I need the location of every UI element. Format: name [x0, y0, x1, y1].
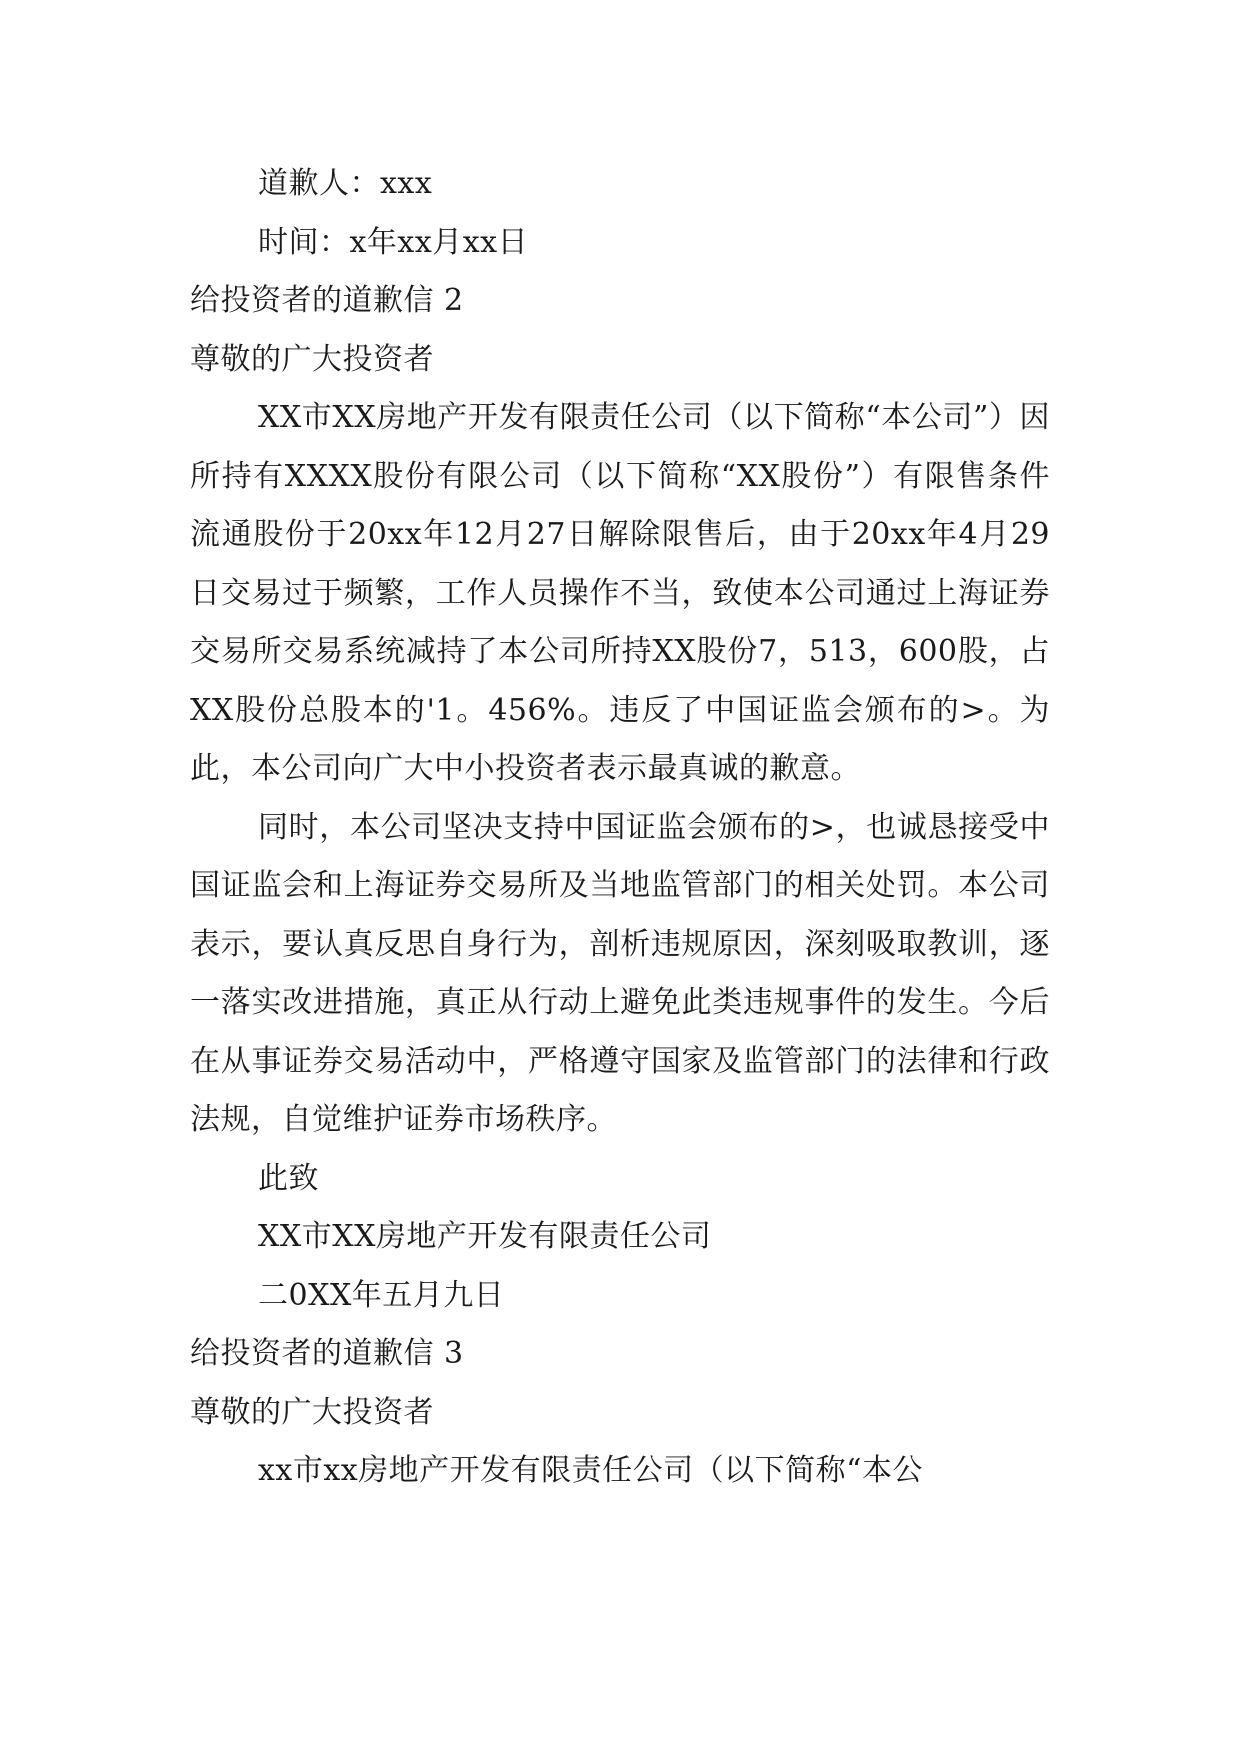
letter2-closing: 此致 [258, 1160, 319, 1196]
letter2-paragraph-1: XX市XX房地产开发有限责任公司（以下简称“本公司”）因所持有XXXX股份有限公司（以下简称“XX股份”）有限售条件流通股份于20xx年12月27日解除限售后，由于20xx年4月29日交易过于频繁，工作人员操作不当，致使本公司通过上海证券交易所交易系统减持了本公司所持XX股份7，513，600股，占XX股份总股本的'1。456%。违反了中国证监会颁布的>。为此，本公司向广大中小投资者表示最真诚的歉意。 [190, 400, 1050, 786]
date-line: 时间：x年xx月xx日 [258, 224, 529, 260]
letter3-first-line: xx市xx房地产开发有限责任公司（以下简称“本公 [258, 1453, 924, 1488]
letter2-paragraph-2: 同时，本公司坚决支持中国证监会颁布的>，也诚恳接受中国证监会和上海证券交易所及当地监管部门的相关处罚。本公司表示，要认真反思自身行为，剖析违规原因，深刻吸取教训，逐一落实改进措施，真正从行动上避免此类违规事件的发生。今后在从事证券交易活动中，严格遵守国家及监管部门的法律和行政法规，自觉维护证券市场秩序。 [190, 809, 1050, 1137]
signer-line: 道歉人：xxx [258, 166, 433, 201]
letter2-title: 给投资者的道歉信 2 [190, 283, 464, 318]
letter2-date: 二0XX年五月九日 [258, 1277, 505, 1313]
letter3-salutation: 尊敬的广大投资者 [190, 1394, 434, 1430]
letter2-salutation: 尊敬的广大投资者 [190, 341, 434, 377]
letter3-title: 给投资者的道歉信 3 [190, 1336, 464, 1371]
letter2-company: XX市XX房地产开发有限责任公司 [258, 1219, 712, 1254]
document-body [190, 155, 1050, 1501]
